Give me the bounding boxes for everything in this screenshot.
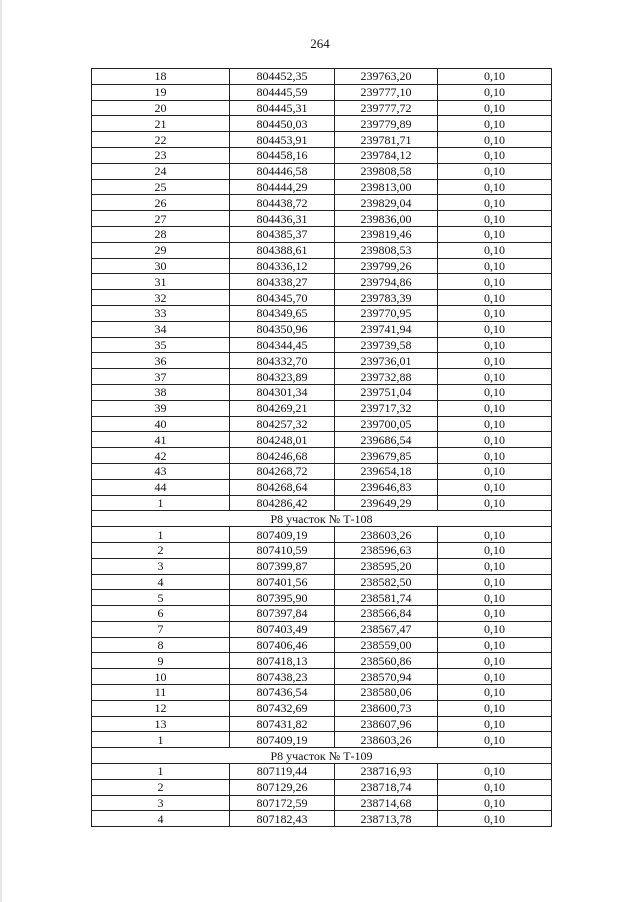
table-row — [92, 353, 552, 369]
table-row — [92, 448, 552, 464]
x-coordinate-cell: 807399,87 — [230, 558, 335, 574]
point-number-cell: 13 — [92, 716, 230, 732]
table-row — [92, 258, 552, 274]
point-number-cell: 34 — [92, 321, 230, 337]
y-coordinate-cell: 239732,88 — [335, 369, 438, 385]
y-coordinate-cell: 238603,26 — [335, 732, 438, 748]
y-coordinate-cell: 239783,39 — [335, 290, 438, 306]
y-coordinate-cell: 238581,74 — [335, 590, 438, 606]
accuracy-cell: 0,10 — [438, 479, 552, 495]
point-number-cell: 39 — [92, 400, 230, 416]
accuracy-cell: 0,10 — [438, 558, 552, 574]
y-coordinate-cell: 238718,74 — [335, 779, 438, 795]
accuracy-cell: 0,10 — [438, 369, 552, 385]
y-coordinate-cell: 239686,54 — [335, 432, 438, 448]
point-number-cell: 2 — [92, 542, 230, 558]
table-row — [92, 637, 552, 653]
y-coordinate-cell: 239763,20 — [335, 69, 438, 85]
accuracy-cell: 0,10 — [438, 258, 552, 274]
x-coordinate-cell: 804338,27 — [230, 274, 335, 290]
table-row — [92, 779, 552, 795]
point-number-cell: 9 — [92, 653, 230, 669]
x-coordinate-cell: 804268,72 — [230, 463, 335, 479]
x-coordinate-cell: 804332,70 — [230, 353, 335, 369]
y-coordinate-cell: 238560,86 — [335, 653, 438, 669]
point-number-cell: 4 — [92, 574, 230, 590]
x-coordinate-cell: 807438,23 — [230, 669, 335, 685]
table-row — [92, 463, 552, 479]
y-coordinate-cell: 238567,47 — [335, 621, 438, 637]
x-coordinate-cell: 804286,42 — [230, 495, 335, 511]
table-row — [92, 69, 552, 85]
table-row — [92, 211, 552, 227]
y-coordinate-cell: 239770,95 — [335, 305, 438, 321]
x-coordinate-cell: 807406,46 — [230, 637, 335, 653]
y-coordinate-cell: 238714,68 — [335, 795, 438, 811]
x-coordinate-cell: 804350,96 — [230, 321, 335, 337]
x-coordinate-cell: 804436,31 — [230, 211, 335, 227]
accuracy-cell: 0,10 — [438, 606, 552, 622]
x-coordinate-cell: 807119,44 — [230, 764, 335, 780]
y-coordinate-cell: 238570,94 — [335, 669, 438, 685]
y-coordinate-cell: 238607,96 — [335, 716, 438, 732]
accuracy-cell: 0,10 — [438, 637, 552, 653]
point-number-cell: 3 — [92, 558, 230, 574]
accuracy-cell: 0,10 — [438, 116, 552, 132]
x-coordinate-cell: 804268,64 — [230, 479, 335, 495]
y-coordinate-cell: 239649,29 — [335, 495, 438, 511]
accuracy-cell: 0,10 — [438, 432, 552, 448]
accuracy-cell: 0,10 — [438, 163, 552, 179]
x-coordinate-cell: 804445,59 — [230, 84, 335, 100]
table-row — [92, 100, 552, 116]
accuracy-cell: 0,10 — [438, 290, 552, 306]
x-coordinate-cell: 807418,13 — [230, 653, 335, 669]
table-row — [92, 132, 552, 148]
x-coordinate-cell: 807395,90 — [230, 590, 335, 606]
page-number: 264 — [310, 36, 330, 51]
y-coordinate-cell: 239794,86 — [335, 274, 438, 290]
accuracy-cell: 0,10 — [438, 384, 552, 400]
point-number-cell: 31 — [92, 274, 230, 290]
table-row — [92, 432, 552, 448]
point-number-cell: 43 — [92, 463, 230, 479]
x-coordinate-cell: 804336,12 — [230, 258, 335, 274]
point-number-cell: 32 — [92, 290, 230, 306]
x-coordinate-cell: 804444,29 — [230, 179, 335, 195]
point-number-cell: 33 — [92, 305, 230, 321]
x-coordinate-cell: 807431,82 — [230, 716, 335, 732]
x-coordinate-cell: 804248,01 — [230, 432, 335, 448]
x-coordinate-cell: 804385,37 — [230, 226, 335, 242]
x-coordinate-cell: 807432,69 — [230, 700, 335, 716]
accuracy-cell: 0,10 — [438, 764, 552, 780]
point-number-cell: 27 — [92, 211, 230, 227]
accuracy-cell: 0,10 — [438, 337, 552, 353]
accuracy-cell: 0,10 — [438, 242, 552, 258]
y-coordinate-cell: 239646,83 — [335, 479, 438, 495]
x-coordinate-cell: 807403,49 — [230, 621, 335, 637]
table-row — [92, 764, 552, 780]
table-row — [92, 653, 552, 669]
table-row — [92, 147, 552, 163]
point-number-cell: 10 — [92, 669, 230, 685]
y-coordinate-cell: 239777,10 — [335, 84, 438, 100]
y-coordinate-cell: 239836,00 — [335, 211, 438, 227]
y-coordinate-cell: 239829,04 — [335, 195, 438, 211]
table-row — [92, 542, 552, 558]
point-number-cell: 25 — [92, 179, 230, 195]
point-number-cell: 22 — [92, 132, 230, 148]
y-coordinate-cell: 239777,72 — [335, 100, 438, 116]
x-coordinate-cell: 807436,54 — [230, 685, 335, 701]
accuracy-cell: 0,10 — [438, 69, 552, 85]
point-number-cell: 20 — [92, 100, 230, 116]
table-row — [92, 732, 552, 748]
accuracy-cell: 0,10 — [438, 700, 552, 716]
table-row — [92, 811, 552, 827]
table-row — [92, 495, 552, 511]
section-title: Р8 участок № Т-109 — [92, 748, 552, 764]
accuracy-cell: 0,10 — [438, 132, 552, 148]
table-row — [92, 558, 552, 574]
table-row — [92, 337, 552, 353]
point-number-cell: 12 — [92, 700, 230, 716]
y-coordinate-cell: 239654,18 — [335, 463, 438, 479]
point-number-cell: 41 — [92, 432, 230, 448]
accuracy-cell: 0,10 — [438, 685, 552, 701]
y-coordinate-cell: 238596,63 — [335, 542, 438, 558]
x-coordinate-cell: 804301,34 — [230, 384, 335, 400]
accuracy-cell: 0,10 — [438, 621, 552, 637]
x-coordinate-cell: 804323,89 — [230, 369, 335, 385]
point-number-cell: 18 — [92, 69, 230, 85]
table-row — [92, 163, 552, 179]
point-number-cell: 7 — [92, 621, 230, 637]
x-coordinate-cell: 807397,84 — [230, 606, 335, 622]
table-row — [92, 479, 552, 495]
accuracy-cell: 0,10 — [438, 226, 552, 242]
y-coordinate-cell: 238595,20 — [335, 558, 438, 574]
y-coordinate-cell: 239679,85 — [335, 448, 438, 464]
coordinates-table — [91, 68, 552, 827]
y-coordinate-cell: 238600,73 — [335, 700, 438, 716]
coordinates-table-container — [91, 68, 552, 827]
point-number-cell: 24 — [92, 163, 230, 179]
y-coordinate-cell: 239808,53 — [335, 242, 438, 258]
point-number-cell: 40 — [92, 416, 230, 432]
y-coordinate-cell: 239781,71 — [335, 132, 438, 148]
x-coordinate-cell: 804458,16 — [230, 147, 335, 163]
x-coordinate-cell: 807401,56 — [230, 574, 335, 590]
point-number-cell: 36 — [92, 353, 230, 369]
point-number-cell: 35 — [92, 337, 230, 353]
accuracy-cell: 0,10 — [438, 321, 552, 337]
table-row — [92, 321, 552, 337]
accuracy-cell: 0,10 — [438, 353, 552, 369]
x-coordinate-cell: 807409,19 — [230, 527, 335, 543]
point-number-cell: 28 — [92, 226, 230, 242]
coordinates-table-body — [92, 69, 552, 827]
y-coordinate-cell: 239819,46 — [335, 226, 438, 242]
accuracy-cell: 0,10 — [438, 716, 552, 732]
x-coordinate-cell: 804388,61 — [230, 242, 335, 258]
accuracy-cell: 0,10 — [438, 811, 552, 827]
table-row — [92, 384, 552, 400]
point-number-cell: 3 — [92, 795, 230, 811]
point-number-cell: 1 — [92, 527, 230, 543]
x-coordinate-cell: 804349,65 — [230, 305, 335, 321]
accuracy-cell: 0,10 — [438, 527, 552, 543]
table-row — [92, 716, 552, 732]
accuracy-cell: 0,10 — [438, 542, 552, 558]
table-row — [92, 795, 552, 811]
scan-edge-mark — [0, 0, 2, 902]
accuracy-cell: 0,10 — [438, 416, 552, 432]
table-row — [92, 274, 552, 290]
table-row — [92, 700, 552, 716]
y-coordinate-cell: 239736,01 — [335, 353, 438, 369]
point-number-cell: 19 — [92, 84, 230, 100]
point-number-cell: 26 — [92, 195, 230, 211]
x-coordinate-cell: 804453,91 — [230, 132, 335, 148]
point-number-cell: 21 — [92, 116, 230, 132]
point-number-cell: 1 — [92, 732, 230, 748]
table-row — [92, 669, 552, 685]
table-row — [92, 179, 552, 195]
table-row — [92, 606, 552, 622]
table-row — [92, 116, 552, 132]
y-coordinate-cell: 238582,50 — [335, 574, 438, 590]
accuracy-cell: 0,10 — [438, 100, 552, 116]
x-coordinate-cell: 804344,45 — [230, 337, 335, 353]
point-number-cell: 42 — [92, 448, 230, 464]
table-row — [92, 84, 552, 100]
y-coordinate-cell: 238580,06 — [335, 685, 438, 701]
x-coordinate-cell: 804345,70 — [230, 290, 335, 306]
x-coordinate-cell: 807409,19 — [230, 732, 335, 748]
section-header-row — [92, 511, 552, 527]
accuracy-cell: 0,10 — [438, 574, 552, 590]
accuracy-cell: 0,10 — [438, 211, 552, 227]
accuracy-cell: 0,10 — [438, 195, 552, 211]
section-header-row — [92, 748, 552, 764]
x-coordinate-cell: 804452,35 — [230, 69, 335, 85]
x-coordinate-cell: 807182,43 — [230, 811, 335, 827]
x-coordinate-cell: 807172,59 — [230, 795, 335, 811]
y-coordinate-cell: 239700,05 — [335, 416, 438, 432]
table-row — [92, 195, 552, 211]
table-row — [92, 369, 552, 385]
x-coordinate-cell: 804246,68 — [230, 448, 335, 464]
x-coordinate-cell: 804257,32 — [230, 416, 335, 432]
point-number-cell: 37 — [92, 369, 230, 385]
point-number-cell: 1 — [92, 764, 230, 780]
accuracy-cell: 0,10 — [438, 495, 552, 511]
point-number-cell: 1 — [92, 495, 230, 511]
accuracy-cell: 0,10 — [438, 669, 552, 685]
y-coordinate-cell: 239741,94 — [335, 321, 438, 337]
table-row — [92, 242, 552, 258]
table-row — [92, 685, 552, 701]
point-number-cell: 29 — [92, 242, 230, 258]
y-coordinate-cell: 239739,58 — [335, 337, 438, 353]
x-coordinate-cell: 807129,26 — [230, 779, 335, 795]
x-coordinate-cell: 804446,58 — [230, 163, 335, 179]
y-coordinate-cell: 239813,00 — [335, 179, 438, 195]
table-row — [92, 226, 552, 242]
table-row — [92, 305, 552, 321]
x-coordinate-cell: 804438,72 — [230, 195, 335, 211]
y-coordinate-cell: 239784,12 — [335, 147, 438, 163]
x-coordinate-cell: 804269,21 — [230, 400, 335, 416]
y-coordinate-cell: 239751,04 — [335, 384, 438, 400]
accuracy-cell: 0,10 — [438, 274, 552, 290]
accuracy-cell: 0,10 — [438, 590, 552, 606]
table-row — [92, 574, 552, 590]
section-title: Р8 участок № Т-108 — [92, 511, 552, 527]
table-row — [92, 290, 552, 306]
point-number-cell: 5 — [92, 590, 230, 606]
y-coordinate-cell: 238603,26 — [335, 527, 438, 543]
y-coordinate-cell: 238566,84 — [335, 606, 438, 622]
accuracy-cell: 0,10 — [438, 448, 552, 464]
point-number-cell: 44 — [92, 479, 230, 495]
table-row — [92, 621, 552, 637]
table-row — [92, 590, 552, 606]
accuracy-cell: 0,10 — [438, 305, 552, 321]
x-coordinate-cell: 804450,03 — [230, 116, 335, 132]
accuracy-cell: 0,10 — [438, 84, 552, 100]
point-number-cell: 38 — [92, 384, 230, 400]
y-coordinate-cell: 239799,26 — [335, 258, 438, 274]
point-number-cell: 8 — [92, 637, 230, 653]
accuracy-cell: 0,10 — [438, 179, 552, 195]
point-number-cell: 6 — [92, 606, 230, 622]
x-coordinate-cell: 807410,59 — [230, 542, 335, 558]
y-coordinate-cell: 238713,78 — [335, 811, 438, 827]
accuracy-cell: 0,10 — [438, 779, 552, 795]
point-number-cell: 11 — [92, 685, 230, 701]
table-row — [92, 527, 552, 543]
point-number-cell: 30 — [92, 258, 230, 274]
point-number-cell: 23 — [92, 147, 230, 163]
accuracy-cell: 0,10 — [438, 732, 552, 748]
accuracy-cell: 0,10 — [438, 400, 552, 416]
accuracy-cell: 0,10 — [438, 147, 552, 163]
y-coordinate-cell: 238559,00 — [335, 637, 438, 653]
accuracy-cell: 0,10 — [438, 653, 552, 669]
point-number-cell: 4 — [92, 811, 230, 827]
x-coordinate-cell: 804445,31 — [230, 100, 335, 116]
table-row — [92, 416, 552, 432]
accuracy-cell: 0,10 — [438, 795, 552, 811]
table-row — [92, 400, 552, 416]
y-coordinate-cell: 239808,58 — [335, 163, 438, 179]
y-coordinate-cell: 239717,32 — [335, 400, 438, 416]
point-number-cell: 2 — [92, 779, 230, 795]
y-coordinate-cell: 238716,93 — [335, 764, 438, 780]
y-coordinate-cell: 239779,89 — [335, 116, 438, 132]
accuracy-cell: 0,10 — [438, 463, 552, 479]
